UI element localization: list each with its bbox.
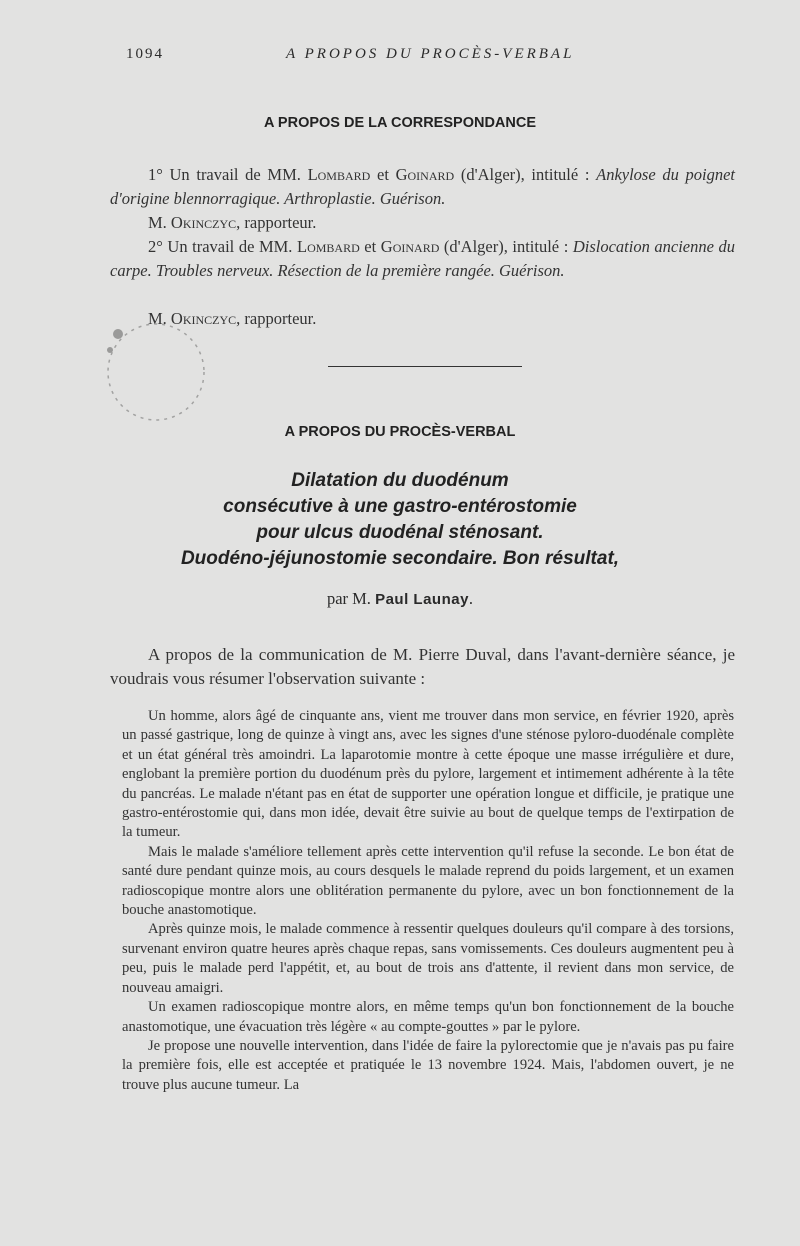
article-title-line: Duodéno-jéjunostomie secondaire. Bon résultat, <box>180 548 620 569</box>
article-title-line: pour ulcus duodénal sténosant. <box>256 522 544 543</box>
body-paragraph: Je propose une nouvelle intervention, dans l'idée de faire la pylorectomie que je n'avais pas pu faire la première fois, elle est acceptée et pratiquée le 13 novembre 1924. Mais, l'abdomen ouvert, je ne trouve plus aucune tumeur. La <box>122 1037 734 1093</box>
correspondance-item-2: 2° Un travail de MM. Lombard et Goinard (d'Alger), intitulé : Dislocation ancienne du carpe. Troubles nerveux. Résection de la première rangée. Guérison. <box>110 237 736 280</box>
body-paragraph: Un examen radioscopique montre alors, en même temps qu'un bon fonctionnement de la bouche anastomotique, une évacuation très légère « au compte-gouttes » par le pylore. <box>122 999 734 1035</box>
correspondance-heading: A PROPOS DE LA CORRESPONDANCE <box>263 115 537 131</box>
body-paragraph: Après quinze mois, le malade commence à ressentir quelques douleurs qu'il compare à des torsions, survenant environ quatre heures après chaque repas, sans vomissements. Ces douleurs augmentent peu à peu, puis le malade perd l'appétit, et, au bout de trois ans d'attente, il revient dans mon service, de nouveau amaigri. <box>122 921 734 996</box>
correspondance-item-2-rapporteur: M. Okinczyc, rapporteur. <box>148 309 317 328</box>
article-title-line: consécutive à une gastro-entérostomie <box>223 496 577 517</box>
correspondance-item-1-rapporteur: M. Okinczyc, rapporteur. <box>148 213 317 232</box>
byline: par M. Paul Launay. <box>326 589 474 608</box>
article-title <box>0 468 800 572</box>
correspondance-item-1: 1° Un travail de MM. Lombard et Goinard (d'Alger), intitulé : Ankylose du poignet d'origine blennorragique. Arthroplastie. Guérison. <box>110 165 735 208</box>
article-title-line: Dilatation du duodénum <box>291 470 509 491</box>
body-paragraph: Un homme, alors âgé de cinquante ans, vient me trouver dans mon service, en février 1920, après un passé gastrique, long de quinze à vingt ans, avec les signes d'une sténose pyloro-duodénale complète et un état général très amoindri. La laparotomie montre à cette époque une masse irrégulière et dure, englobant la première portion du duodénum près du pylore, largement et intimement adhérente à la tête du pancréas. Le malade n'étant pas en état de supporter une opération longue et difficile, je pratique une gastro-entérostomie qui, dans mon idée, devait être suivie au bout de quelque temps de l'extirpation de la tumeur. <box>122 708 734 841</box>
body-paragraph: Mais le malade s'améliore tellement après cette intervention qu'il refuse la seconde. Le bon état de santé dure pendant quinze mois, au cours desquels le malade reprend du poids largement, et un examen radioscopique montre alors une oblitération permanente du pylore, avec un bon fonctionnement de la bouche anastomotique. <box>122 843 734 919</box>
running-head-title: A PROPOS DU PROCÈS-VERBAL <box>286 46 575 62</box>
proces-verbal-heading: A PROPOS DU PROCÈS-VERBAL <box>284 424 516 440</box>
page-number: 1094 <box>126 46 164 62</box>
author-name: Paul Launay <box>375 591 469 608</box>
library-stamp-mark <box>96 312 216 432</box>
section-divider <box>328 366 522 367</box>
case-report-body <box>122 707 734 1095</box>
intro-paragraph: A propos de la communication de M. Pierre Duval, dans l'avant-dernière séance, je voudrais vous résumer l'observation suivante : <box>110 645 735 688</box>
